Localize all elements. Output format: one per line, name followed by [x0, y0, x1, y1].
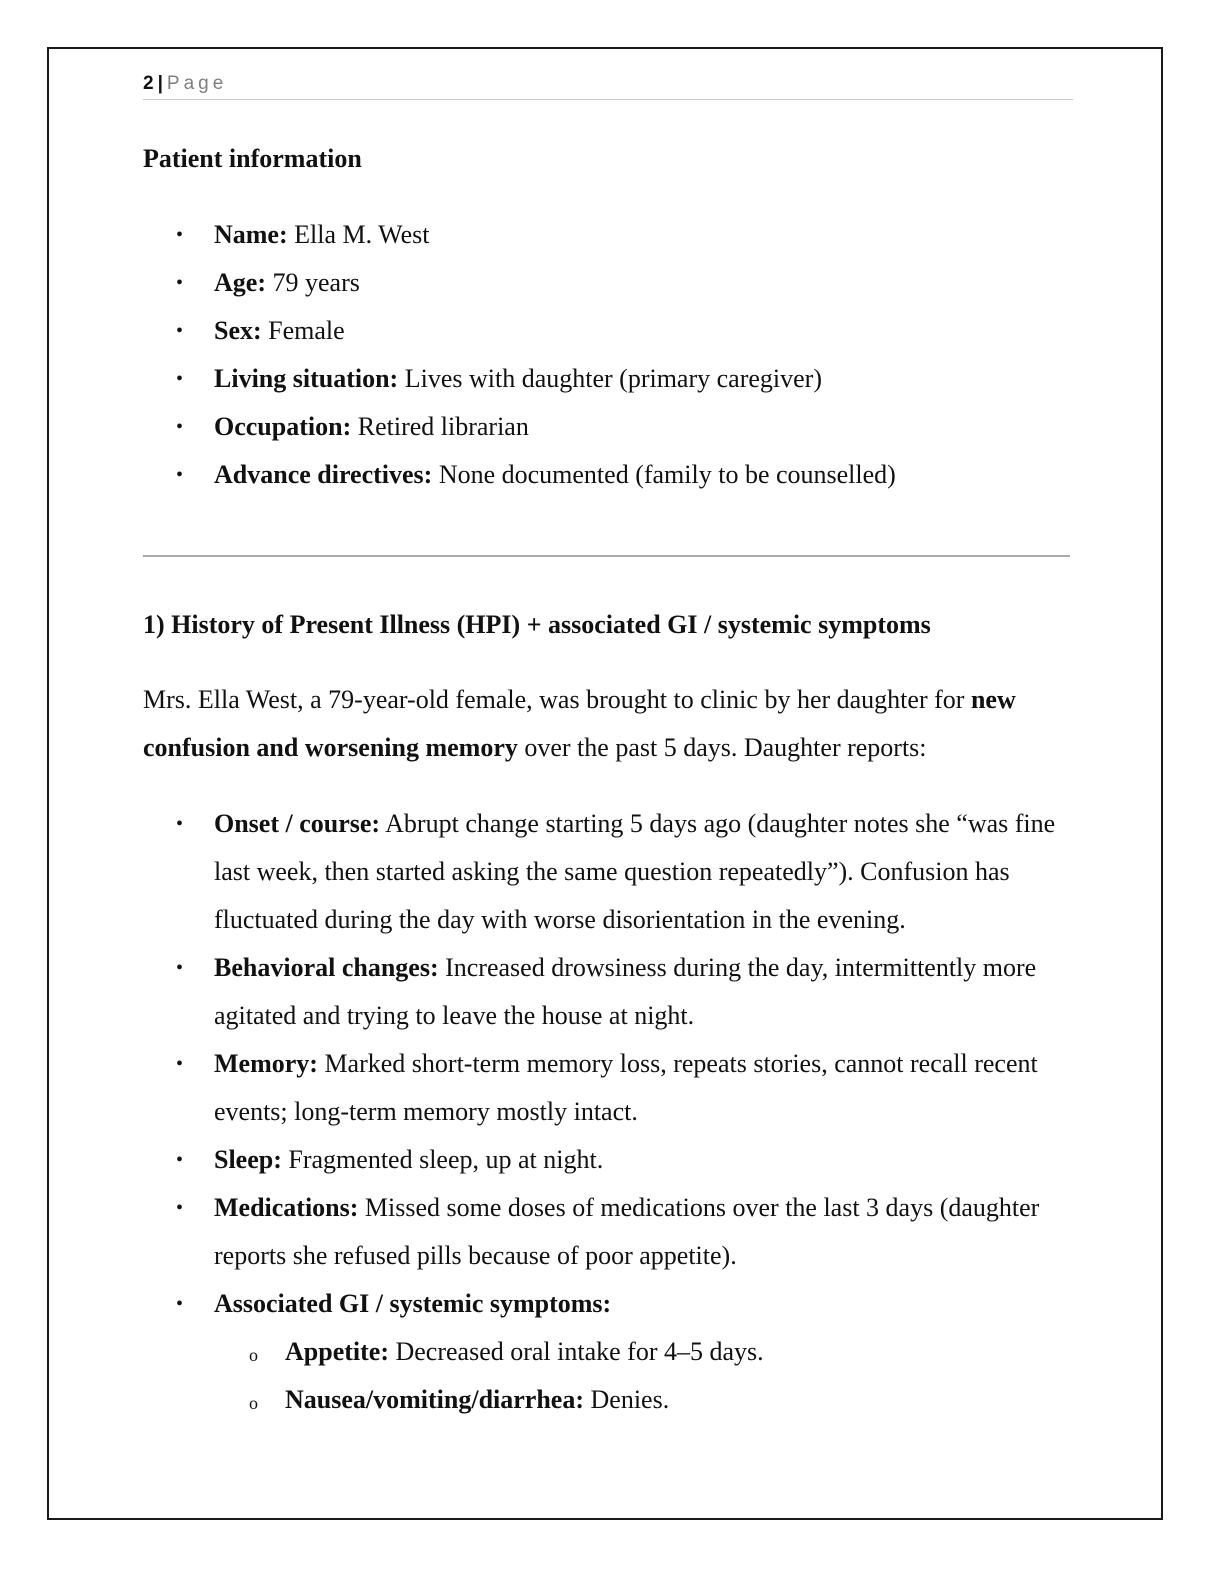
- item-value: Ella M. West: [287, 220, 430, 249]
- patient-info-list: [143, 211, 1083, 499]
- bullet-icon: •: [176, 957, 184, 979]
- bullet-icon: •: [176, 320, 184, 342]
- hpi-heading: 1) History of Present Illness (HPI) + associated GI / systemic symptoms: [143, 610, 931, 639]
- item-label: Associated GI / systemic symptoms:: [214, 1289, 612, 1318]
- sub-item-appetite: [214, 1328, 1083, 1376]
- sub-item-nausea-vomiting-diarrhea: [214, 1376, 1083, 1424]
- sub-item-value: Denies.: [584, 1385, 670, 1414]
- item-label: Occupation:: [214, 412, 352, 441]
- bullet-icon: •: [176, 813, 184, 835]
- bullet-icon: •: [176, 272, 184, 294]
- hpi-intro-start: Mrs. Ella West, a 79-year-old female, was brought to clinic by her daughter for: [143, 685, 971, 714]
- item-value: Abrupt change starting 5 days ago (daughter notes she “was fine last week, then started asking the same question repeatedly”). Confusion has fluctuated during the day with worse disorientation in the evening.: [214, 809, 1056, 934]
- bullet-icon: •: [176, 1149, 184, 1171]
- item-label: Advance directives:: [214, 460, 433, 489]
- item-value: Lives with daughter (primary caregiver): [398, 364, 822, 393]
- hpi-item-memory: [143, 1040, 1083, 1136]
- section-divider: [143, 555, 1070, 557]
- header-separator: |: [157, 73, 163, 94]
- item-value: Fragmented sleep, up at night.: [281, 1145, 604, 1174]
- bullet-icon: •: [176, 416, 184, 438]
- hpi-intro-end: over the past 5 days. Daughter reports:: [517, 733, 927, 762]
- item-label: Behavioral changes:: [214, 953, 439, 982]
- patient-info-item-occupation: [143, 403, 1083, 451]
- item-label: Sex:: [214, 316, 262, 345]
- item-value: Marked short-term memory loss, repeats stories, cannot recall recent events; long-term memory mostly intact.: [214, 1049, 1038, 1126]
- item-label: Medications:: [214, 1193, 359, 1222]
- sub-bullet-icon: o: [249, 1345, 258, 1365]
- page-number: 2: [143, 73, 154, 94]
- item-value: Female: [261, 316, 345, 345]
- patient-info-item-advance-directives: [143, 451, 1083, 499]
- patient-info-item-name: [143, 211, 1083, 259]
- patient-info-title: Patient information: [143, 144, 362, 173]
- item-value: None documented (family to be counselled): [432, 460, 896, 489]
- sub-bullet-icon: o: [249, 1393, 258, 1413]
- sub-item-value: Decreased oral intake for 4–5 days.: [388, 1337, 764, 1366]
- associated-symptoms-sublist: [214, 1328, 1083, 1424]
- page-header: [143, 72, 1073, 100]
- bullet-icon: •: [176, 1293, 184, 1315]
- bullet-icon: •: [176, 464, 184, 486]
- hpi-item-onset: [143, 800, 1083, 944]
- item-label: Sleep:: [214, 1145, 282, 1174]
- sub-item-label: Appetite:: [285, 1337, 389, 1366]
- patient-info-item-age: [143, 259, 1083, 307]
- hpi-item-medications: [143, 1184, 1083, 1280]
- item-value: Increased drowsiness during the day, intermittently more agitated and trying to leave the house at night.: [214, 953, 1037, 1030]
- hpi-item-sleep: [143, 1136, 1083, 1184]
- hpi-intro-bold: new confusion and worsening memory: [143, 685, 1016, 762]
- item-value: 79 years: [265, 268, 360, 297]
- item-label: Name:: [214, 220, 288, 249]
- bullet-icon: •: [176, 1053, 184, 1075]
- item-value: Retired librarian: [351, 412, 529, 441]
- sub-item-label: Nausea/vomiting/diarrhea:: [285, 1385, 584, 1414]
- bullet-icon: •: [176, 1197, 184, 1219]
- patient-info-item-living-situation: [143, 355, 1083, 403]
- bullet-icon: •: [176, 368, 184, 390]
- item-value: Missed some doses of medications over the last 3 days (daughter reports she refused pills because of poor appetite).: [214, 1193, 1040, 1270]
- hpi-item-associated-symptoms: [143, 1280, 1083, 1424]
- item-label: Living situation:: [214, 364, 399, 393]
- item-label: Age:: [214, 268, 266, 297]
- hpi-list: [143, 800, 1083, 1424]
- hpi-intro: [143, 676, 1073, 772]
- item-label: Onset / course:: [214, 809, 381, 838]
- item-label: Memory:: [214, 1049, 318, 1078]
- hpi-item-behavioral-changes: [143, 944, 1083, 1040]
- bullet-icon: •: [176, 224, 184, 246]
- patient-info-item-sex: [143, 307, 1083, 355]
- page-word: Page: [166, 73, 228, 94]
